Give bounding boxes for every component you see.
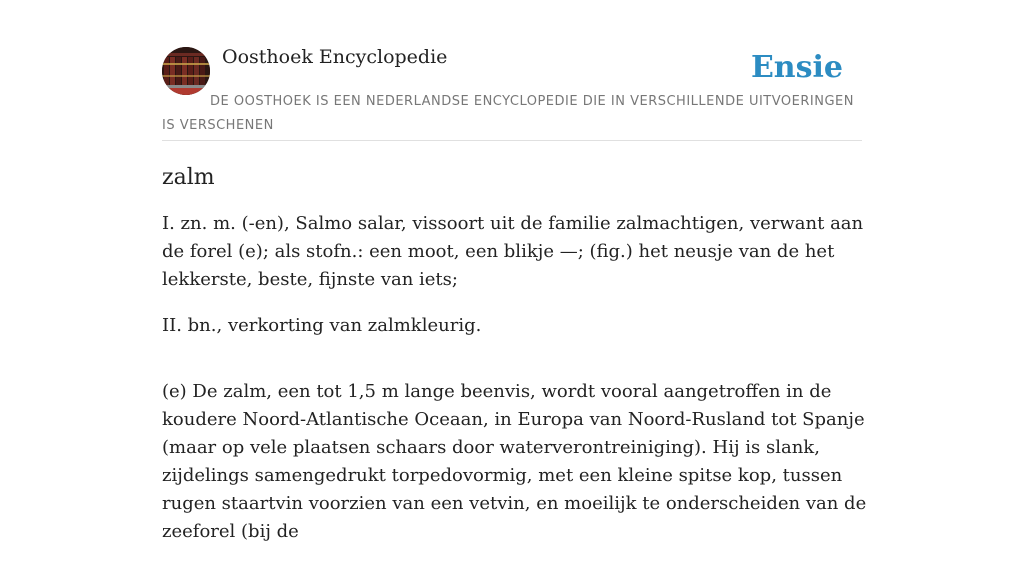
bookshelf-avatar-icon[interactable] [162, 47, 210, 95]
site-title[interactable]: Oosthoek Encyclopedie [222, 46, 448, 68]
entry-title: zalm [162, 165, 215, 190]
entry-paragraph: I. zn. m. (-en), Salmo salar, vissoort uit de familie zalmachtigen, verwant aan de forel (e); als stofn.: een moot, een blikje —; (fig.) het neusje van de het lekkerste, beste, fijnste van iets; [162, 213, 864, 290]
site-header [162, 0, 862, 141]
entry-paragraph: II. bn., verkorting van zalmkleurig. [162, 315, 482, 336]
entry-content [162, 162, 867, 564]
entry-paragraph: (e) De zalm, een tot 1,5 m lange beenvis, wordt vooral aangetroffen in de koudere Noord-Atlantische Oceaan, in Europa van Noord-Rusland tot Spanje (maar op vele plaatsen schaars door waterverontreiniging). Hij is slank, zijdelings samengedrukt torpedovormig, met een kleine spitse kop, tussen rugen staartvin voorzien van een vetvin, en moeilijk te onderscheiden van de zeeforel (bij de [162, 381, 867, 542]
brand-logo-link[interactable]: Ensie [750, 50, 843, 85]
site-tagline: DE OOSTHOEK IS EEN NEDERLANDSE ENCYCLOPEDIE DIE IN VERSCHILLENDE UITVOERINGEN IS VERSCHENEN [162, 94, 854, 133]
